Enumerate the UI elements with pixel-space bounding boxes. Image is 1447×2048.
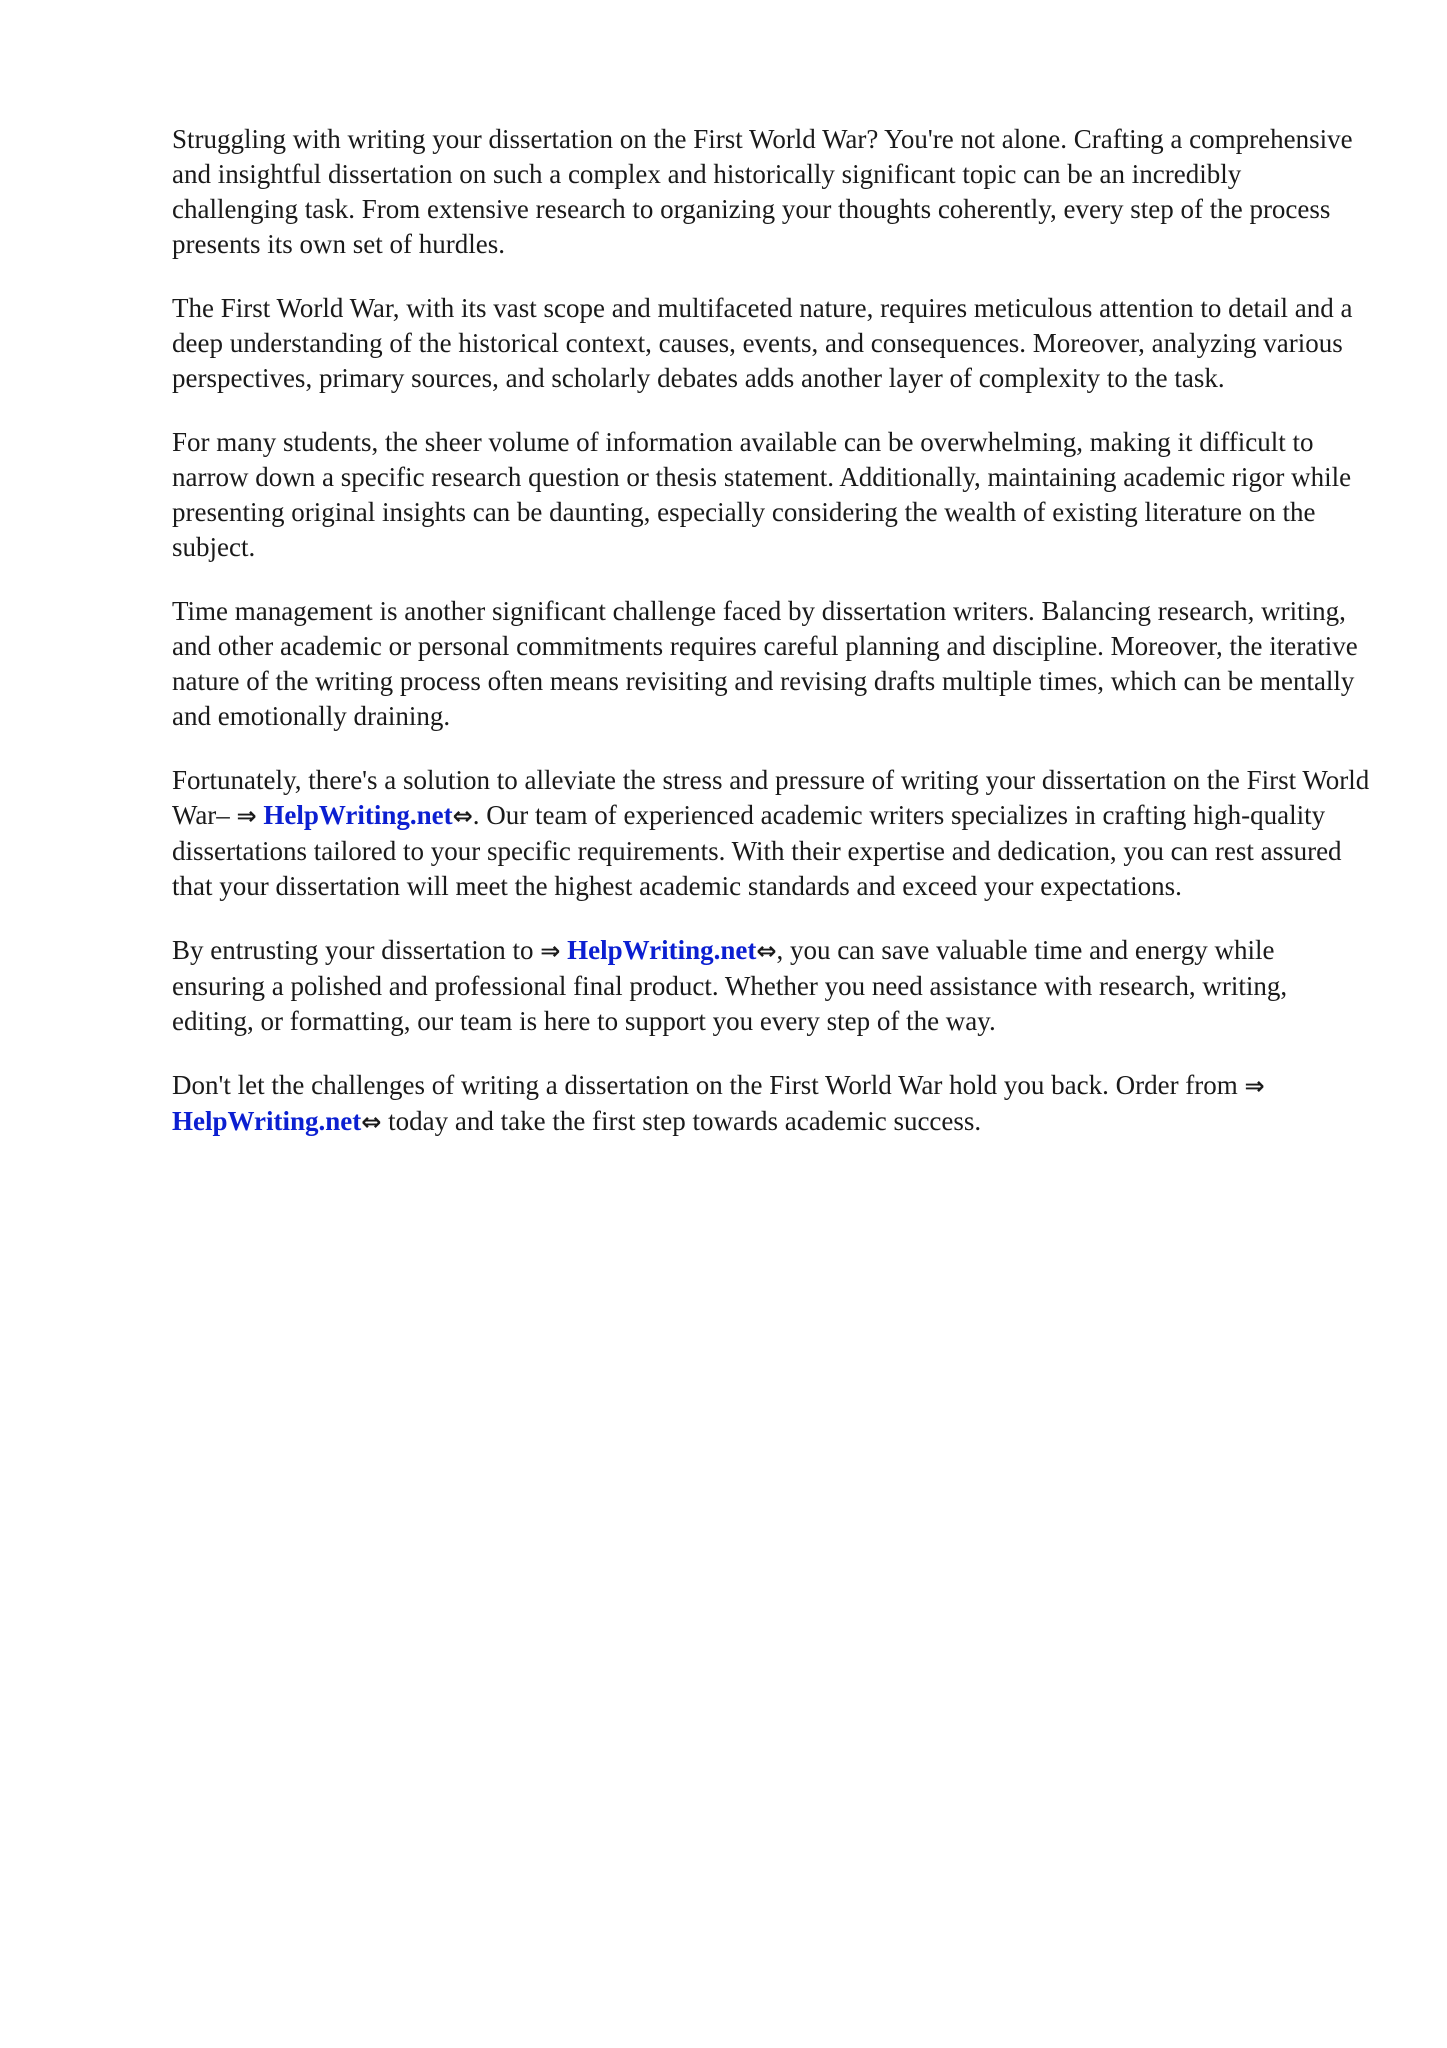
paragraph-time-management: Time management is another significant challenge faced by dissertation writers. Balancing research, writing, and other academic or personal commitments requires careful planning and discipline. Moreover, the iterative nature of the writing process often means revisiting and revising drafts multiple times, which can be mentally and emotionally draining. (172, 596, 1358, 731)
paragraph-solution-before: Fortunately, there's a solution to alleviate the stress and pressure of writing your dissertation on the First World War– (172, 765, 1370, 830)
paragraph-intro: Struggling with writing your dissertation on the First World War? You're not alone. Crafting a comprehensive and insightful dissertation on such a complex and historically significant topic can be an incredibly challenging task. From extensive research to organizing your thoughts coherently, every step of the process presents its own set of hurdles. (172, 124, 1353, 259)
paragraph-entrusting-after: , you can save valuable time and energy while ensuring a polished and professional final product. Whether you need assistance with research, writing, editing, or formatting, our team is here to support you every step of the way. (172, 935, 1288, 1036)
paragraph-entrusting (172, 933, 1372, 1039)
helpwriting-link[interactable]: HelpWriting.net (567, 935, 757, 965)
document-page (172, 122, 1372, 1169)
paragraph-cta-before: Don't let the challenges of writing a dissertation on the First World War hold you back. Order from (172, 1070, 1245, 1100)
left-right-double-arrow-icon: ⇔ (361, 1108, 382, 1136)
left-right-double-arrow-icon: ⇔ (452, 802, 473, 830)
paragraph-solution (172, 763, 1372, 904)
left-right-double-arrow-icon: ⇔ (756, 937, 777, 965)
right-double-arrow-icon: ⇒ (236, 802, 257, 830)
paragraph-scope: The First World War, with its vast scope and multifaceted nature, requires meticulous attention to detail and a deep understanding of the historical context, causes, events, and consequences. Moreover, analyzing various perspectives, primary sources, and scholarly debates adds another layer of complexity to the task. (172, 293, 1353, 393)
helpwriting-link[interactable]: HelpWriting.net (172, 1106, 362, 1136)
paragraph-entrusting-before: By entrusting your dissertation to (172, 935, 541, 965)
right-double-arrow-icon: ⇒ (1244, 1072, 1265, 1100)
paragraph-cta-after: today and take the first step towards academic success. (381, 1106, 982, 1136)
helpwriting-link[interactable]: HelpWriting.net (263, 800, 453, 830)
paragraph-solution-after: . Our team of experienced academic writers specializes in crafting high-quality dissertations tailored to your specific requirements. With their expertise and dedication, you can rest assured that your dissertation will meet the highest academic standards and exceed your expectations. (172, 800, 1342, 901)
paragraph-volume: For many students, the sheer volume of information available can be overwhelming, making it difficult to narrow down a specific research question or thesis statement. Additionally, maintaining academic rigor while presenting original insights can be daunting, especially considering the wealth of existing literature on the subject. (172, 427, 1352, 562)
paragraph-call-to-action (172, 1068, 1372, 1140)
right-double-arrow-icon: ⇒ (540, 937, 561, 965)
